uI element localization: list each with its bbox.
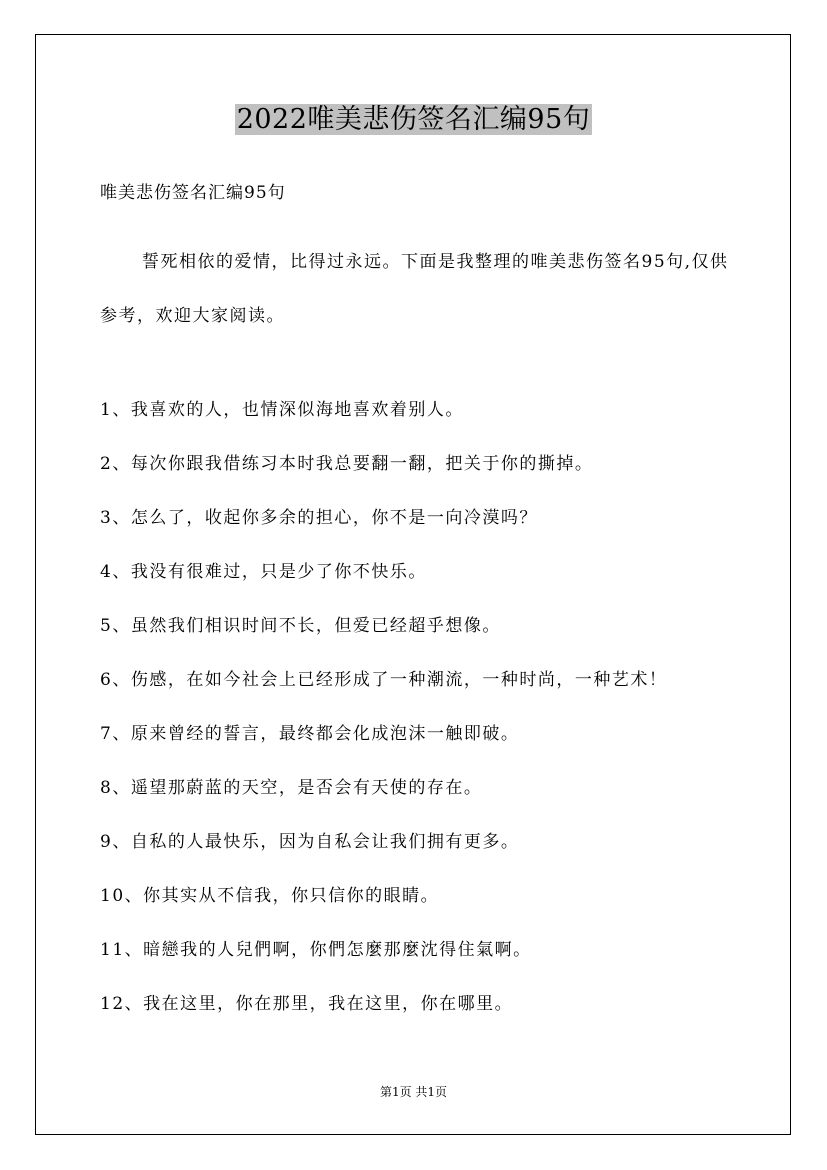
list-item: 8、遥望那蔚蓝的天空，是否会有天使的存在。 [100,778,483,798]
list-item: 3、怎么了，收起你多余的担心，你不是一向冷漠吗？ [100,508,538,528]
document-subtitle: 唯美悲伤签名汇编95句 [100,183,286,203]
list-item: 4、我没有很难过，只是少了你不快乐。 [100,562,427,582]
list-item: 9、自私的人最快乐，因为自私会让我们拥有更多。 [100,832,520,852]
list-item: 1、我喜欢的人，也情深似海地喜欢着别人。 [100,400,464,420]
list-item: 12、我在这里，你在那里，我在这里，你在哪里。 [100,994,514,1014]
list-item: 10、你其实从不信我，你只信你的眼睛。 [100,886,440,906]
title-text: 2022唯美悲伤签名汇编95句 [236,104,591,135]
document-title [0,100,827,140]
page-footer: 第1页 共1页 [379,1085,448,1099]
list-item: 5、虽然我们相识时间不长，但爱已经超乎想像。 [100,616,501,636]
list-item: 7、原来曾经的誓言，最终都会化成泡沫一触即破。 [100,724,520,744]
list-item: 2、每次你跟我借练习本时我总要翻一翻，把关于你的撕掉。 [100,454,594,474]
intro-paragraph: 誓死相依的爱情，比得过永远。下面是我整理的唯美悲伤签名95句,仅供参考，欢迎大家阅读。 [100,252,729,326]
list-item: 11、暗戀我的人兒們啊，你們怎麼那麼沈得住氣啊。 [100,940,532,960]
list-item: 6、伤感，在如今社会上已经形成了一种潮流，一种时尚，一种艺术！ [100,670,668,690]
